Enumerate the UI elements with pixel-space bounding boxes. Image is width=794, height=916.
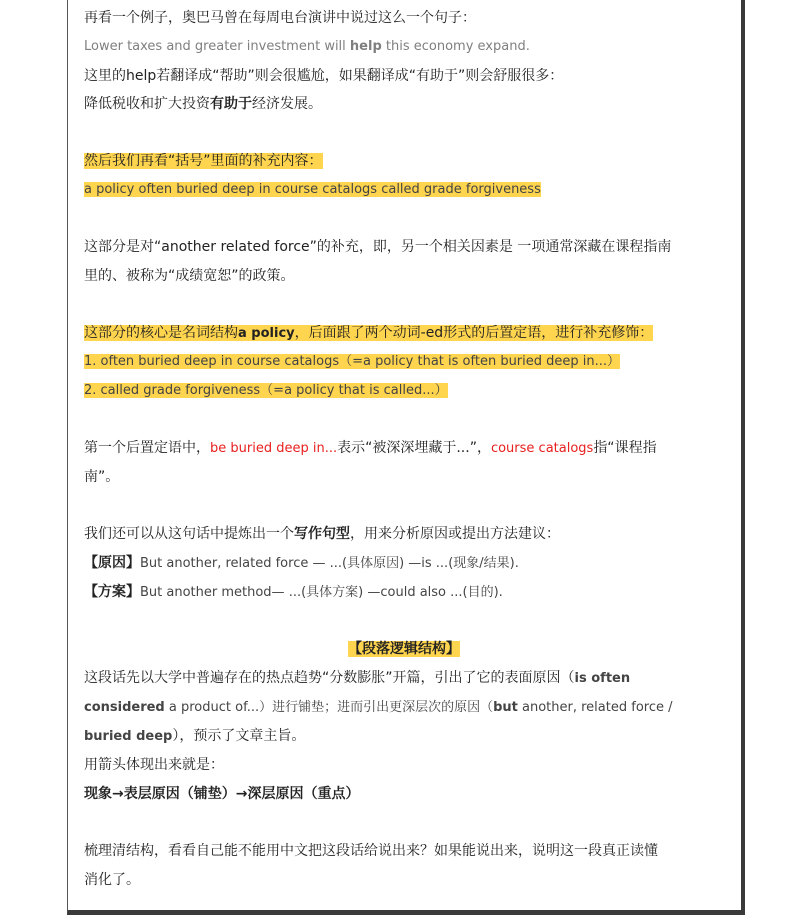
red-text: course catalogs xyxy=(490,441,594,456)
highlighted-core-structure xyxy=(84,323,653,344)
paragraph-conclusion-line1: 梳理清结构，看看自己能不能用中文把这段话给说出来？如果能说出来，说明这一段真正读懂 xyxy=(84,843,658,859)
text: ，用来分析原因或提出方法建议： xyxy=(350,526,560,542)
example-text: this economy expand. xyxy=(381,39,530,54)
highlighted-text: 然后我们再看“括号”里面的补充内容： xyxy=(84,153,323,169)
highlighted-text: ，后面跟了两个动词-ed形式的后置定语，进行补充修饰： xyxy=(294,325,654,341)
document-page xyxy=(67,0,745,915)
bold-text: 现象→表层原因（铺垫）→深层原因（重点） xyxy=(84,786,360,802)
section-title-text: 【段落逻辑结构】 xyxy=(348,641,460,657)
text: 降低税收和扩大投资 xyxy=(84,96,210,112)
text: 表示“被深深埋藏于...”， xyxy=(337,440,491,456)
example-bold-word: help xyxy=(349,39,382,54)
bold-text: buried deep xyxy=(84,729,173,744)
highlighted-modifier-2 xyxy=(84,381,448,401)
bold-text: considered xyxy=(84,700,165,715)
text: ），预示了文章主旨。 xyxy=(172,728,306,744)
paragraph-translation xyxy=(84,94,322,114)
paragraph-first-modifier-line2: 南”。 xyxy=(84,469,120,485)
highlighted-text: 1. often buried deep in course catalogs（=a policy that is often buried deep in...） xyxy=(84,354,621,369)
text: 这段话先以大学中普遍存在的热点趋势“分数膨胀”开篇，引出了它的表面原因（ xyxy=(84,670,575,686)
paragraph-structure-line1 xyxy=(84,668,630,689)
bold-text: but xyxy=(493,700,518,715)
paragraph-structure-line3 xyxy=(84,726,305,747)
highlighted-text: a policy often buried deep in course catalogs called grade forgiveness xyxy=(84,182,541,197)
example-sentence xyxy=(84,37,530,57)
highlighted-phrase xyxy=(84,180,541,200)
text: another, related force / xyxy=(517,700,673,715)
bold-text: 写作句型 xyxy=(294,526,350,542)
bold-text: a policy xyxy=(238,326,295,341)
highlighted-modifier-1 xyxy=(84,352,620,372)
highlighted-text: 2. called grade forgiveness（=a policy that is called...） xyxy=(84,383,448,398)
pattern-solution xyxy=(84,582,503,603)
text: 我们还可以从这句话中提炼出一个 xyxy=(84,526,294,542)
paragraph-arrow-intro: 用箭头体现出来就是： xyxy=(84,757,224,773)
text: 经济发展。 xyxy=(252,96,322,112)
paragraph-explanation-line1: 这部分是对“another related force”的补充，即，另一个相关因素是 一项通常深藏在课程指南 xyxy=(84,239,672,255)
structure-arrow-summary xyxy=(84,784,359,804)
paragraph-conclusion-line2: 消化了。 xyxy=(84,872,140,888)
pattern-text: But another method— ...(具体方案) —could also ...(目的). xyxy=(140,585,503,600)
paragraph-first-modifier xyxy=(84,438,657,459)
text: 第一个后置定语中， xyxy=(84,440,210,456)
highlighted-heading xyxy=(84,151,323,171)
paragraph-explanation-line2: 里的、被称为“成绩宽恕”的政策。 xyxy=(84,268,295,284)
paragraph-intro: 再看一个例子，奥巴马曾在每周电台演讲中说过这么一个句子： xyxy=(84,10,476,26)
bold-text: is often xyxy=(574,671,631,686)
red-text: be buried deep in... xyxy=(210,441,338,456)
pattern-label: 【原因】 xyxy=(84,555,140,571)
text: 指“课程指 xyxy=(593,440,657,456)
section-title xyxy=(84,639,724,659)
pattern-reason xyxy=(84,553,519,574)
text: a product of...）进行铺垫；进而引出更深层次的原因（ xyxy=(164,700,494,715)
highlighted-text: 这部分的核心是名词结构 xyxy=(84,325,238,341)
paragraph-writing-pattern xyxy=(84,524,560,544)
pattern-text: But another, related force — ...(具体原因) —is ...(现象/结果). xyxy=(140,556,519,571)
pattern-label: 【方案】 xyxy=(84,584,140,600)
paragraph-structure-line2 xyxy=(84,697,673,718)
paragraph-translation-note: 这里的help若翻译成“帮助”则会很尴尬，如果翻译成“有助于”则会舒服很多： xyxy=(84,68,564,84)
bold-text: 有助于 xyxy=(210,96,252,112)
example-text: Lower taxes and greater investment will xyxy=(84,39,350,54)
